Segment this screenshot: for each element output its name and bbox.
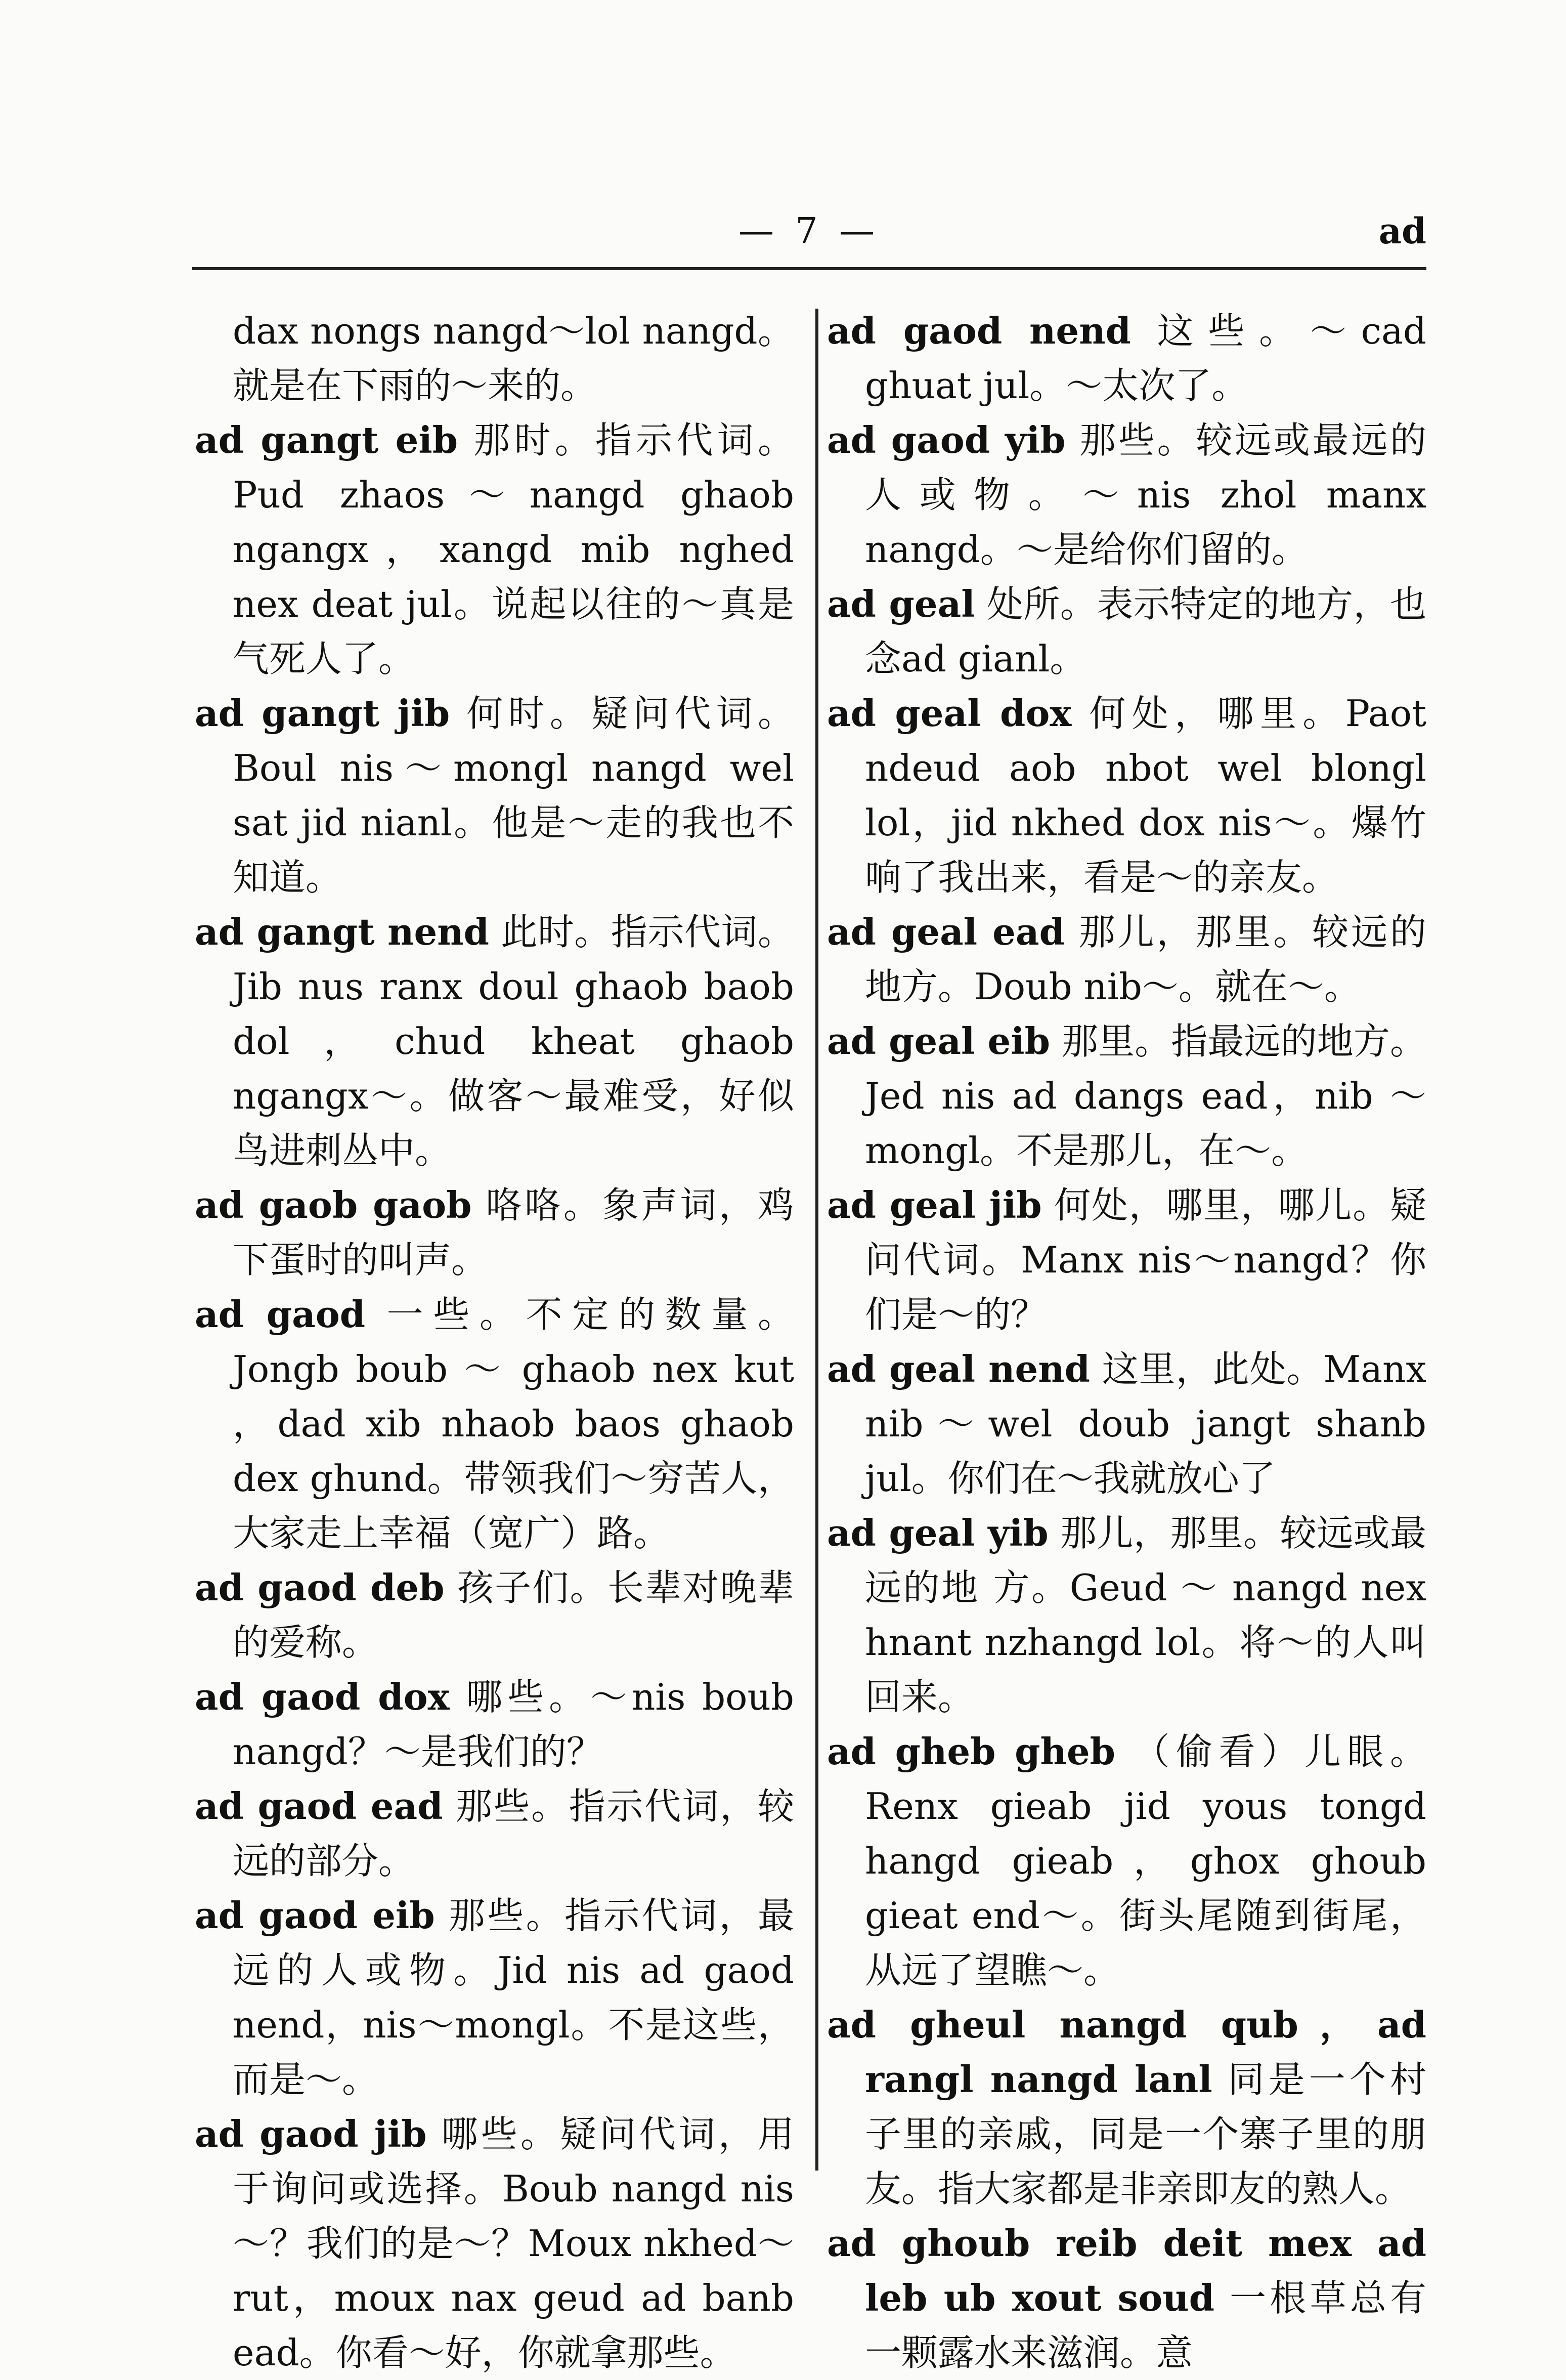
entry-definition: 一些。不定的数量。Jongb boub ～ ghaob nex kut ，dad xib nhaob baos ghaob dex ghund。带领我们～穷苦人，大家走上幸福（宽广）路。 — [233, 1293, 794, 1554]
entry-definition: 此时。指示代词。Jib nus ranx doul ghaob baob dol，chud kheat ghaob ngangx～。做客～最难受，好似鸟进刺丛中。 — [233, 911, 794, 1172]
dictionary-entry — [195, 905, 794, 1178]
column-divider — [815, 309, 818, 2171]
entry-headword: ad gaod nend — [827, 309, 1131, 352]
entry-headword: ad ghoub reib deit mex ad leb ub xout soud — [827, 2222, 1426, 2319]
entry-definition: 那些。指示代词，最远的人或物。Jid nis ad gaod nend，nis～mongl。不是这些，而是～。 — [233, 1894, 794, 2101]
entry-headword: ad gheb gheb — [827, 1730, 1115, 1773]
dictionary-entry — [827, 413, 1426, 577]
page-header — [192, 200, 1426, 261]
entry-definition: 孩子们。长辈对晚辈的爱称。 — [233, 1566, 794, 1664]
dictionary-entry — [827, 1724, 1426, 1998]
entry-definition: 那儿，那里。较远的地方。Doub nib～。就在～。 — [865, 911, 1426, 1008]
dictionary-entry — [827, 1506, 1426, 1724]
dictionary-entry — [195, 304, 794, 413]
entry-headword: ad gheul nangd qub，ad rangl nangd lanl — [827, 2003, 1426, 2101]
dictionary-entry — [195, 1178, 794, 1287]
entry-definition: （偷看）儿眼。Renx gieab jid yous tongd hangd gieab，ghox ghoub gieat end～。街头尾随到街尾，从远了望瞧～。 — [865, 1730, 1426, 1991]
entry-headword: ad geal jib — [827, 1183, 1042, 1226]
dictionary-entry — [827, 1342, 1426, 1506]
entry-headword: ad geal ead — [827, 910, 1065, 953]
entry-headword: ad gaod eib — [195, 1894, 435, 1937]
dictionary-entry — [195, 1287, 794, 1560]
dictionary-entry — [195, 1670, 794, 1779]
entry-headword: ad gangt eib — [195, 418, 458, 461]
dictionary-entry — [827, 1998, 1426, 2216]
entry-headword: ad geal eib — [827, 1019, 1051, 1062]
running-head: ad — [1378, 210, 1426, 252]
entry-definition: 这里，此处。Manx nib～wel doub jangt shanb jul。你们在～我就放心了 — [865, 1348, 1426, 1500]
entry-definition: 同是一个村子里的亲戚，同是一个寨子里的朋友。指大家都是非亲即友的熟人。 — [865, 2058, 1426, 2210]
entry-headword: ad gaod jib — [195, 2112, 427, 2155]
dictionary-entry — [195, 686, 794, 905]
right-column — [827, 304, 1426, 2380]
entry-headword: ad geal yib — [827, 1511, 1049, 1554]
dictionary-entry — [195, 1888, 794, 2107]
entry-definition: 这些。～cad ghuat jul。～太次了。 — [865, 310, 1427, 407]
entry-definition: 那时。指示代词。Pud zhaos～nangd ghaob ngangx，xangd mib nghed nex deat jul。说起以往的～真是气死人了。 — [233, 419, 794, 680]
entry-definition: 那些。指示代词，较远的部分。 — [233, 1785, 795, 1882]
entry-headword: ad geal — [827, 582, 975, 625]
entry-definition: 哪些。疑问代词，用于询问或选择。Boub nangd nis～？我们的是～？Moux nkhed～rut，moux nax geud ad banb ead。你看～好，你就拿那些。 — [233, 2113, 794, 2374]
dictionary-entry — [827, 1178, 1426, 1342]
dictionary-entry — [827, 2216, 1426, 2380]
entry-definition: dax nongs nangd～lol nangd。就是在下雨的～来的。 — [233, 310, 794, 407]
dictionary-entry — [195, 2107, 794, 2380]
entry-definition: 何处，哪里。Paot ndeud aob nbot wel blongl lol，jid nkhed dox nis～。爆竹响了我出来，看是～的亲友。 — [865, 692, 1427, 899]
dictionary-entry — [827, 1014, 1426, 1178]
entry-definition: 咯咯。象声词，鸡下蛋时的叫声。 — [233, 1184, 794, 1281]
dictionary-entry — [195, 1560, 794, 1670]
entry-headword: ad gangt nend — [195, 910, 489, 953]
entry-headword: ad gaod yib — [827, 418, 1066, 461]
entry-headword: ad geal nend — [827, 1347, 1090, 1390]
entry-definition: 那些。较远或最远的人或物。～nis zhol manx nangd。～是给你们留的。 — [865, 419, 1426, 571]
dictionary-entry — [195, 1779, 794, 1888]
entry-definition: 何时。疑问代词。Boul nis～mongl nangd wel sat jid nianl。他是～走的我也不知道。 — [233, 692, 794, 899]
entry-definition: 何处，哪里，哪儿。疑问代词。Manx nis～nangd？你们是～的？ — [865, 1184, 1427, 1336]
entry-definition: 那里。指最远的地方。Jed nis ad dangs ead，nib ～mongl。不是那儿，在～。 — [865, 1020, 1426, 1172]
entry-headword: ad gangt jib — [195, 692, 450, 735]
header-rule — [192, 267, 1426, 270]
page-number: — 7 — — [738, 210, 880, 251]
entry-headword: ad gaob gaob — [195, 1183, 472, 1226]
entry-definition: 处所。表示特定的地方，也念ad gianl。 — [865, 583, 1426, 680]
dictionary-entry — [827, 304, 1426, 413]
entry-headword: ad gaod — [195, 1293, 366, 1336]
left-column — [195, 304, 794, 2380]
entry-headword: ad geal dox — [827, 692, 1072, 735]
dictionary-entry — [827, 686, 1426, 905]
entry-headword: ad gaod deb — [195, 1566, 445, 1609]
entry-headword: ad gaod ead — [195, 1784, 443, 1828]
dictionary-entry — [827, 905, 1426, 1014]
entry-definition: 一根草总有一颗露水来滋润。意 — [865, 2277, 1426, 2374]
entry-definition: 那儿，那里。较远或最远的地 方。Geud ～ nangd nex hnant nzhangd lol。将～的人叫回来。 — [865, 1512, 1426, 1718]
dictionary-entry — [827, 577, 1426, 686]
entry-definition: 哪些。～nis boub nangd？～是我们的？ — [233, 1676, 794, 1773]
dictionary-entry — [195, 413, 794, 686]
entry-headword: ad gaod dox — [195, 1675, 450, 1718]
